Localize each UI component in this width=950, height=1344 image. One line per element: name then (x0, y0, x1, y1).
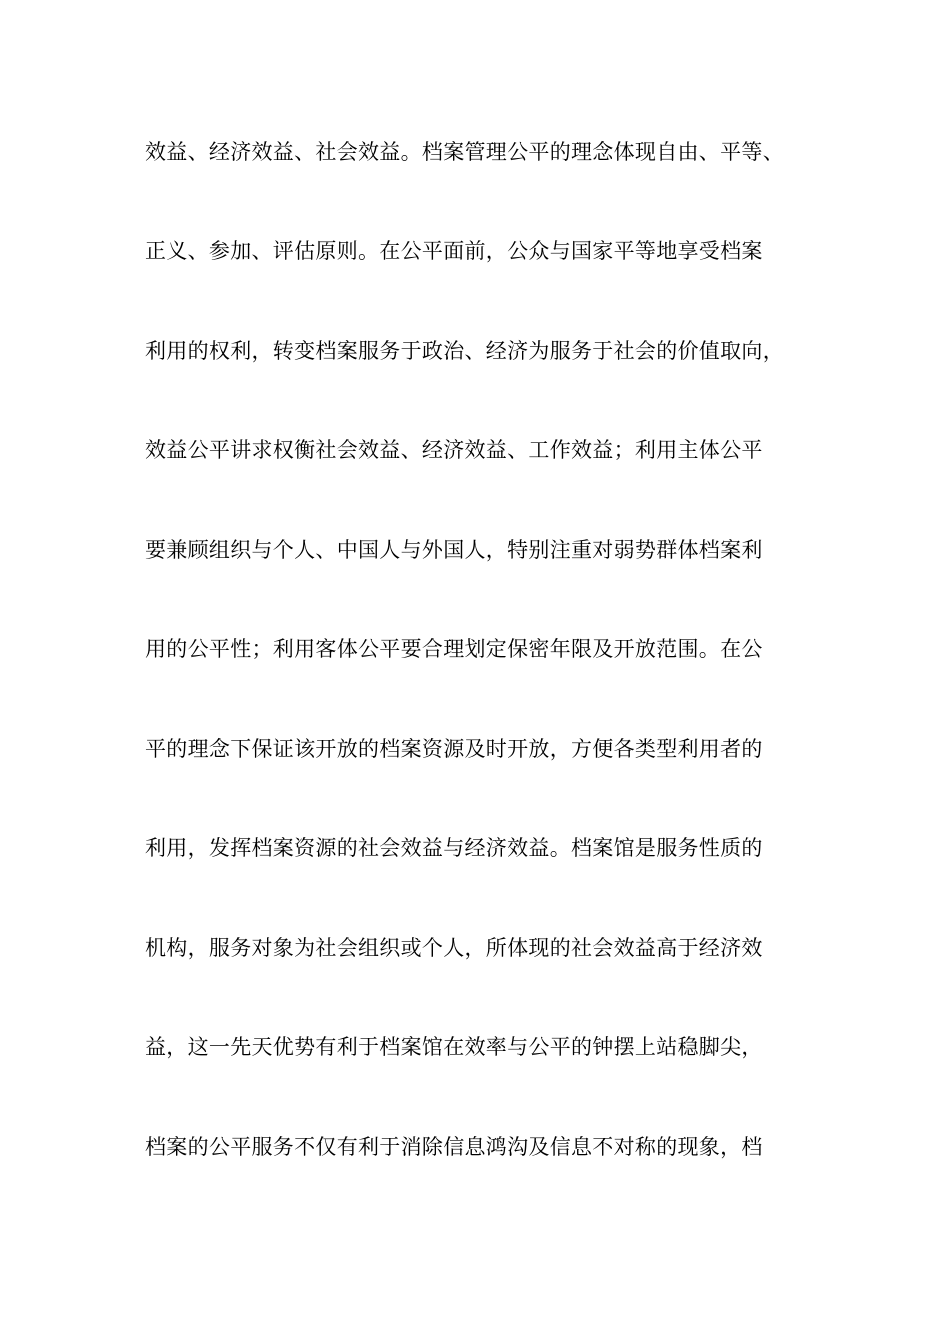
body-text-line: 平的理念下保证该开放的档案资源及时开放，方便各类型利用者的 (145, 737, 763, 761)
body-text-line: 效益公平讲求权衡社会效益、经济效益、工作效益；利用主体公平 (145, 438, 763, 462)
body-text-line: 利用，发挥档案资源的社会效益与经济效益。档案馆是服务性质的 (145, 836, 763, 860)
body-text-line: 机构，服务对象为社会组织或个人，所体现的社会效益高于经济效 (145, 936, 763, 960)
body-text-line: 利用的权利，转变档案服务于政治、经济为服务于社会的价值取向， (145, 339, 784, 363)
body-text-line: 用的公平性；利用客体公平要合理划定保密年限及开放范围。在公 (145, 637, 763, 661)
body-text-line: 要兼顾组织与个人、中国人与外国人，特别注重对弱势群体档案利 (145, 538, 763, 562)
body-text-line: 益，这一先天优势有利于档案馆在效率与公平的钟摆上站稳脚尖， (145, 1035, 763, 1059)
body-text-line: 正义、参加、评估原则。在公平面前，公众与国家平等地享受档案 (145, 239, 763, 263)
body-text-line: 效益、经济效益、社会效益。档案管理公平的理念体现自由、平等、 (145, 140, 784, 164)
body-text-line: 档案的公平服务不仅有利于消除信息鸿沟及信息不对称的现象，档 (145, 1135, 763, 1159)
